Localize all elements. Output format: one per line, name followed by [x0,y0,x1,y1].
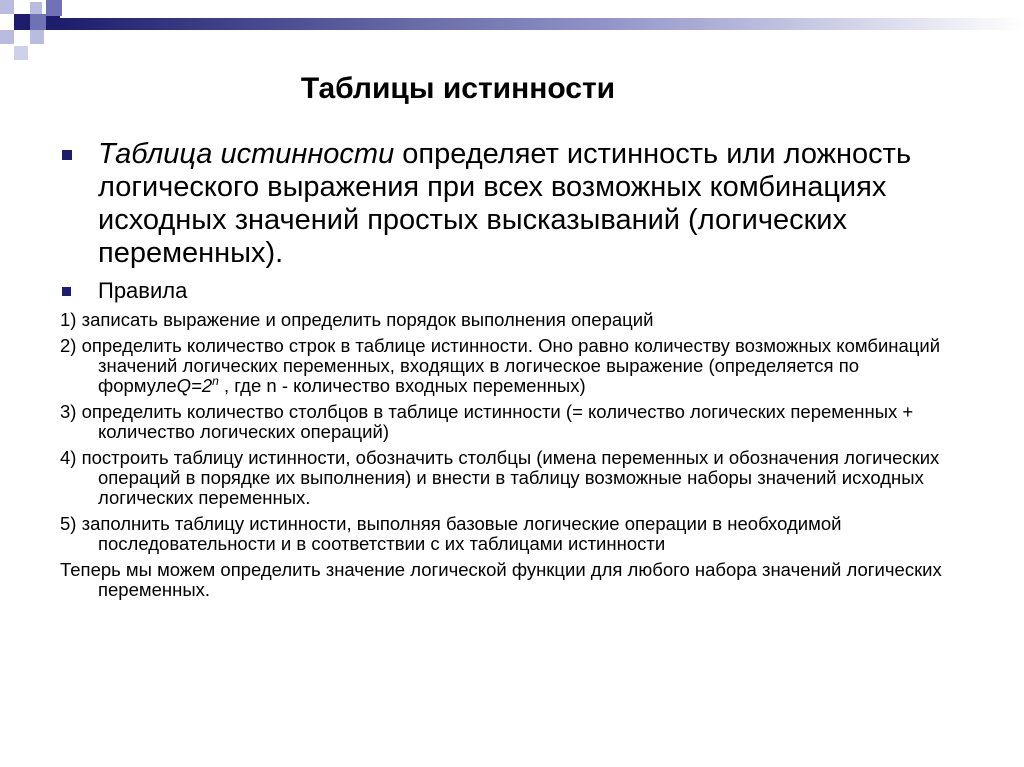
rule-2 [60,336,965,396]
header-gradient-bar [60,18,1024,30]
deco-square [46,16,60,30]
formula-eq: =2 [191,375,213,396]
formula-exponent: n [212,373,219,388]
intro-text: определяет истинность или ложность логического выражения при всех возможных комбинациях исходных значений простых высказываний (логических переменных). [98,138,912,269]
rule-3: 3) определить количество столбцов в таблице истинности (= количество логических переменных + количество логических операций) [60,401,914,442]
rule-4: 4) построить таблицу истинности, обозначить столбцы (имена переменных и обозначения логических операций в порядке их выполнения) и внести в таблицу возможные наборы значений исходных логических переменных. [60,447,940,508]
deco-square [30,14,46,30]
slide-title: Таблицы истинности [300,72,616,105]
rule-5: 5) заполнить таблицу истинности, выполняя базовые логические операции в необходимой последовательности и в соответствии с их таблицами истинности [60,513,842,554]
rule-2-text: 2) определить количество строк в таблице истинности. Оно равно количеству возможных комбинаций значений логических переменных, входящих в логическое выражение (определяется по формуле [60,335,941,396]
header-decoration [0,0,1024,60]
deco-square [0,30,14,44]
deco-square [30,30,44,44]
deco-square [30,2,42,14]
rules-label: Правила [98,278,188,303]
deco-square [14,14,30,30]
deco-square [0,0,14,14]
intro-bullet [60,138,965,270]
rule-2-tail: , где n - количество входных переменных) [218,375,586,396]
conclusion: Теперь мы можем определить значение логической функции для любого набора значений логических переменных. [60,559,942,600]
square-bullet-icon [62,150,72,160]
formula-q: Q [176,375,192,396]
term-italic: Таблица истинности [98,138,395,170]
slide-content [60,138,965,606]
deco-square [46,0,62,16]
rules-bullet [60,278,965,304]
deco-square [14,46,28,60]
rule-1: 1) записать выражение и определить порядок выполнения операций [60,309,654,330]
square-bullet-icon [62,287,71,296]
